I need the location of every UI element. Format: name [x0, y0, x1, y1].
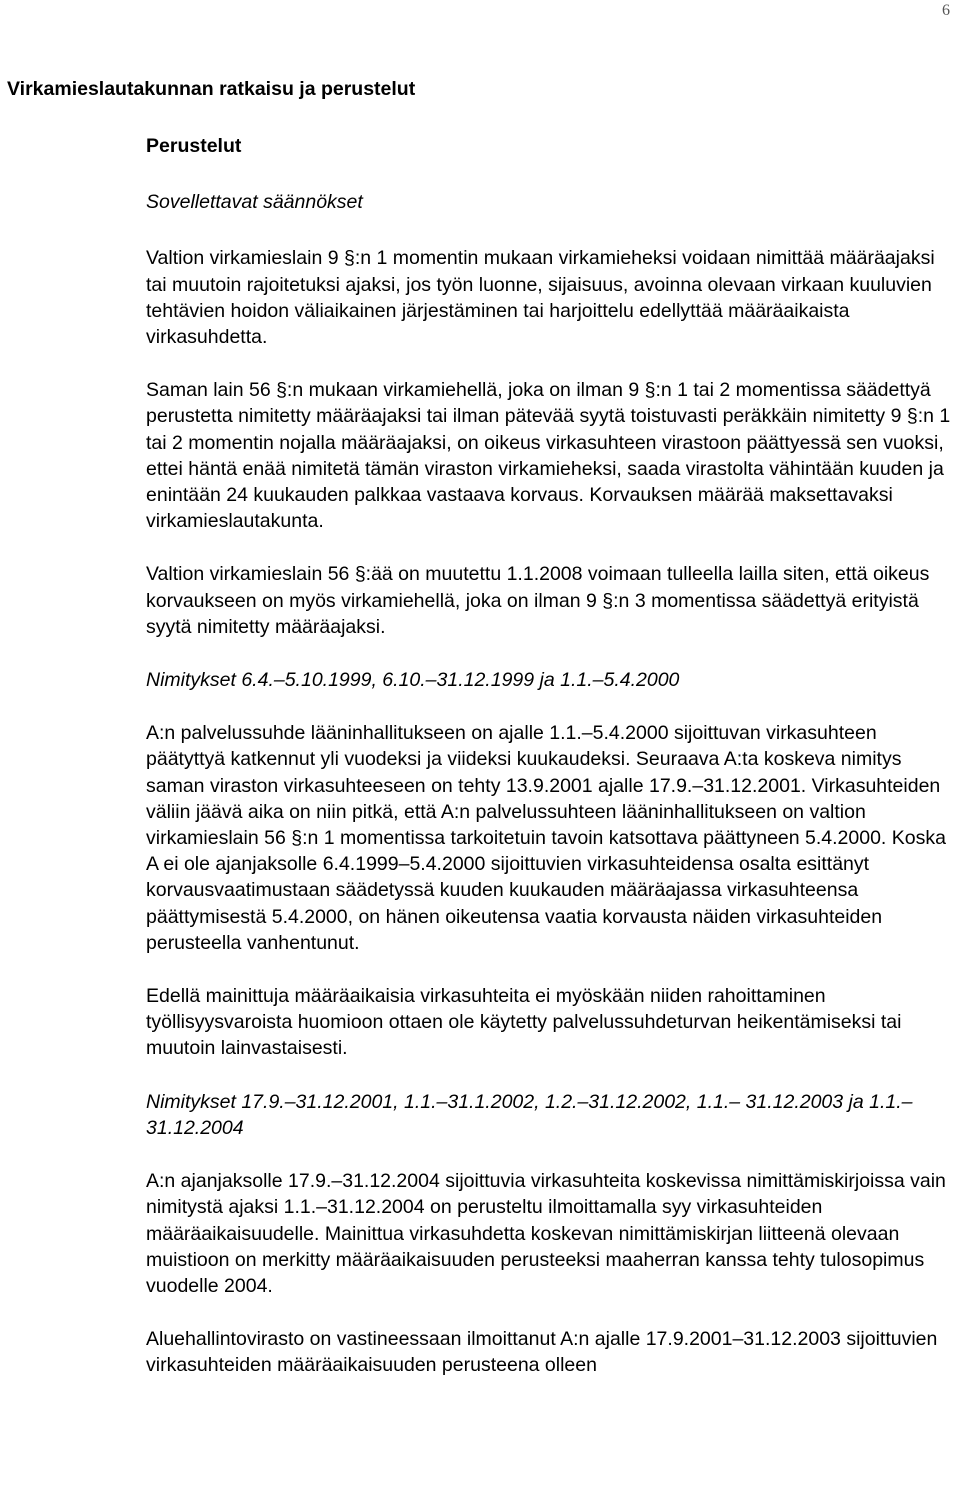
paragraph-4: A:n palvelussuhde lääninhallitukseen on ajalle 1.1.–5.4.2000 sijoittuvan virkasuhteen päätyttyä katkennut yli vuodeksi ja viideksi kuukaudeksi. Seuraava A:ta koskeva nimitys saman viraston virkasuhteeseen on tehty 13.9.2001 ajalle 17.9.–31.12.2001. Virkasuhteiden väliin jäävä aika on niin pitkä, että A:n palvelussuhteen lääninhallitukseen on valtion virkamieslain 56 §:n 1 momentissa tarkoitetuin tavoin katsottava päättyneen 5.4.2000. Koska A ei ole ajanjaksolle 6.4.1999–5.4.2000 sijoittuvien virkasuhteidensa osalta esittänyt korvausvaatimustaan säädetyssä kuuden kuukauden määräajassa virkasuhteensa päättymisestä 5.4.2000, on hänen oikeutensa vaatia korvausta näiden virkasuhteiden perusteella vanhentunut.	[146, 722, 946, 954]
section-title-applicable-provisions: Sovellettavat säännökset	[146, 191, 363, 214]
paragraph-5: Edellä mainittuja määräaikaisia virkasuhteita ei myöskään niiden rahoittaminen työllisyysvaroista huomioon ottaen ole käytetty palvelussuhdeturvan heikentämiseksi tai muutoin lainvastaisesti.	[146, 985, 902, 1060]
section-subheading: Perustelut	[146, 135, 242, 157]
paragraph-2: Saman lain 56 §:n mukaan virkamiehellä, joka on ilman 9 §:n 1 tai 2 momentissa säädettyä perustetta nimitetty määräajaksi tai ilman pätevää syytä toistuvasti peräkkäin nimitetty 9 §:n 1 tai 2 momentin nojalla määräajaksi, on oikeus virkasuhteen virastoon päättyessä sen vuoksi, ettei häntä enää nimitetä tämän viraston virkamieheksi, saada virastolta vähintään kuuden ja enintään 24 kuukauden palkkaa vastaava korvaus. Korvauksen määrää maksettavaksi virkamieslautakunta.	[146, 379, 951, 533]
paragraph-6: A:n ajanjaksolle 17.9.–31.12.2004 sijoittuvia virkasuhteita koskevissa nimittämiskirjoissa vain nimitystä ajaksi 1.1.–31.12.2004 on perusteltu ilmoittamalla syy virkasuhteiden määräaikaisuudelle. Mainittua virkasuhdetta koskevan nimittämiskirjan liitteenä olevaan muistioon on merkitty määräaikaisuuden perusteeksi maaherran kanssa tehty tulosopimus vuodelle 2004.	[146, 1170, 946, 1297]
section-title-appointments-2001-2004: Nimitykset 17.9.–31.12.2001, 1.1.–31.1.2002, 1.2.–31.12.2002, 1.1.– 31.12.2003 ja 1.1.–31.12.2004	[146, 1090, 913, 1139]
document-body	[146, 133, 952, 1379]
page-title: Virkamieslautakunnan ratkaisu ja perustelut	[7, 78, 416, 100]
paragraph-3: Valtion virkamieslain 56 §:ää on muutettu 1.1.2008 voimaan tulleella lailla siten, että oikeus korvaukseen on myös virkamiehellä, joka on ilman 9 §:n 3 momentissa säädettyä erityistä syytä nimitetty määräajaksi.	[146, 563, 930, 638]
page-number: 6	[942, 2, 950, 19]
paragraph-1: Valtion virkamieslain 9 §:n 1 momentin mukaan virkamieheksi voidaan nimittää määräajaksi tai muutoin rajoitetuksi ajaksi, jos työn luonne, sijaisuus, avoinna olevaan virkaan kuuluvien tehtävien hoidon väliaikainen järjestäminen tai harjoittelu edellyttää määräaikaista virkasuhdetta.	[146, 247, 935, 349]
paragraph-7: Aluehallintovirasto on vastineessaan ilmoittanut A:n ajalle 17.9.2001–31.12.2003 sijoittuvien virkasuhteiden määräaikaisuuden perusteena olleen	[146, 1328, 938, 1377]
section-title-appointments-1999-2000: Nimitykset 6.4.–5.10.1999, 6.10.–31.12.1999 ja 1.1.–5.4.2000	[146, 669, 680, 692]
